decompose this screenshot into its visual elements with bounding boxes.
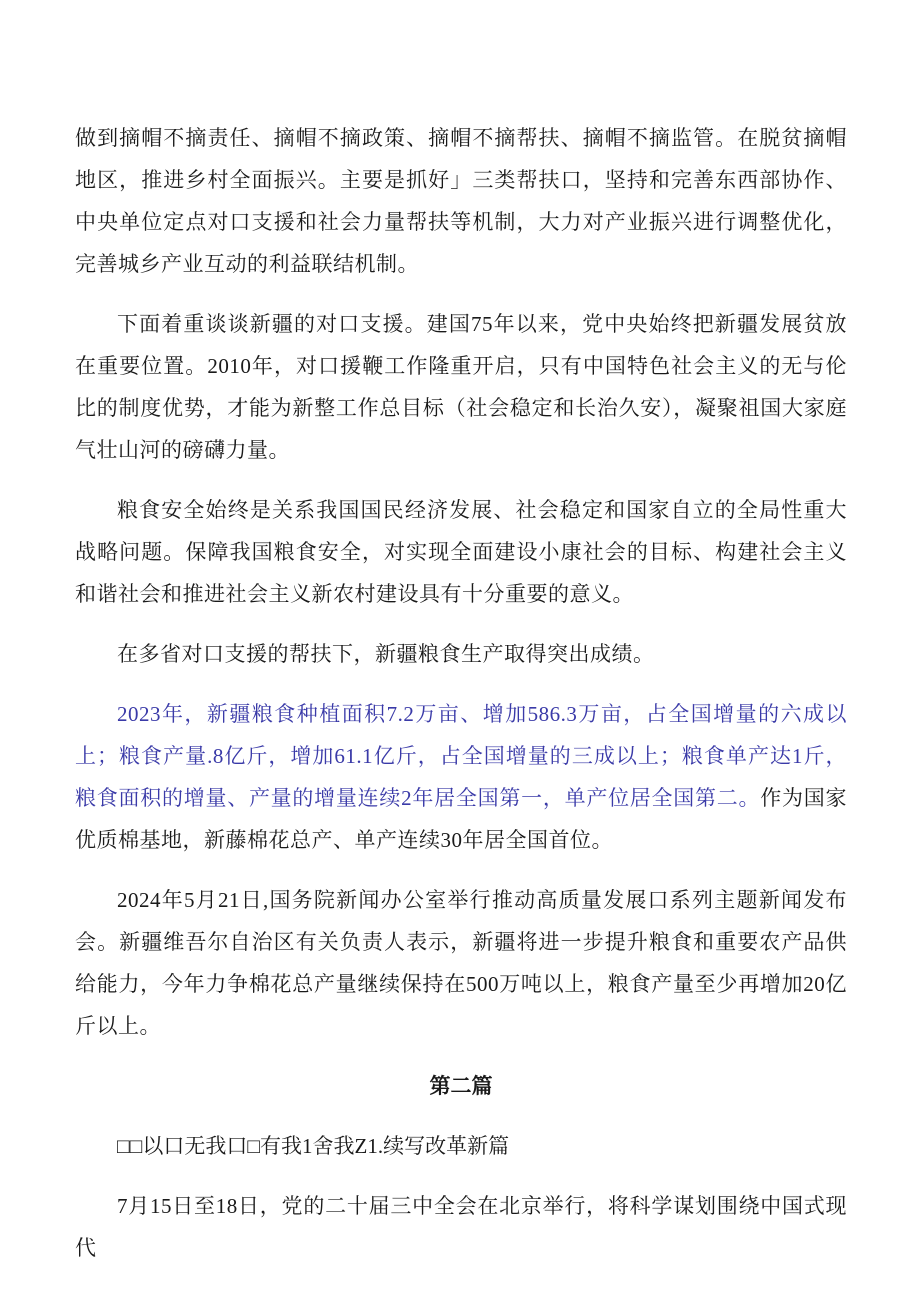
article-subtitle: □□以口无我口□有我1舍我Z1.续写改革新篇 (117, 1134, 510, 1158)
paragraph-plenary-session: 7月15日至18日，党的二十届三中全会在北京举行，将科学谋划围绕中国式现代 (75, 1194, 847, 1260)
paragraph-grain-achievement: 在多省对口支援的帮扶下，新疆粮食生产取得突出成绩。 (117, 642, 655, 666)
paragraph-2023-statistics (75, 693, 847, 861)
section-heading-part-two: 第二篇 (429, 1074, 493, 1098)
paragraph-2024-press-conference: 2024年5月21日,国务院新闻办公室举行推动高质量发展口系列主题新闻发布会。新疆维吾尔自治区有关负责人表示，新疆将进一步提升粮食和重要农产品供给能力，今年力争棉花总产量继续保持在500万吨以上，粮食产量至少再增加20亿斤以上。 (75, 888, 847, 1038)
paragraph-xinjiang-support: 下面着重谈谈新疆的对口支援。建国75年以来，党中央始终把新疆发展贫放在重要位置。2010年，对口援鞭工作隆重开启，只有中国特色社会主义的无与伦比的制度优势，才能为新整工作总目标（社会稳定和长治久安），凝聚祖国大家庭气壮山河的磅礴力量。 (75, 312, 847, 462)
highlighted-statistics-text: 2023年，新疆粮食种植面积7.2万亩、增加586.3万亩，占全国增量的六成以上；粮食产量.8亿斤，增加61.1亿斤，占全国增量的三成以上；粮食单产达1斤，粮食面积的增量、产量的增量连续2年居全国第一，单产位居全国第二。 (75, 702, 847, 810)
paragraph-poverty-alleviation: 做到摘帽不摘责任、摘帽不摘政策、摘帽不摘帮扶、摘帽不摘监管。在脱贫摘帽地区，推进乡村全面振兴。主要是抓好」三类帮扶口，坚持和完善东西部协作、中央单位定点对口支援和社会力量帮扶等机制，大力对产业振兴进行调整优化，完善城乡产业互动的利益联结机制。 (75, 126, 847, 276)
paragraph-food-security: 粮食安全始终是关系我国国民经济发展、社会稳定和国家自立的全局性重大战略问题。保障我国粮食安全，对实现全面建设小康社会的目标、构建社会主义和谐社会和推进社会主义新农村建设具有十分重要的意义。 (75, 498, 847, 606)
cotton-base-text: 作为国家优质棉基地，新藤棉花总产、单产连续30年居全国首位。 (75, 786, 848, 852)
